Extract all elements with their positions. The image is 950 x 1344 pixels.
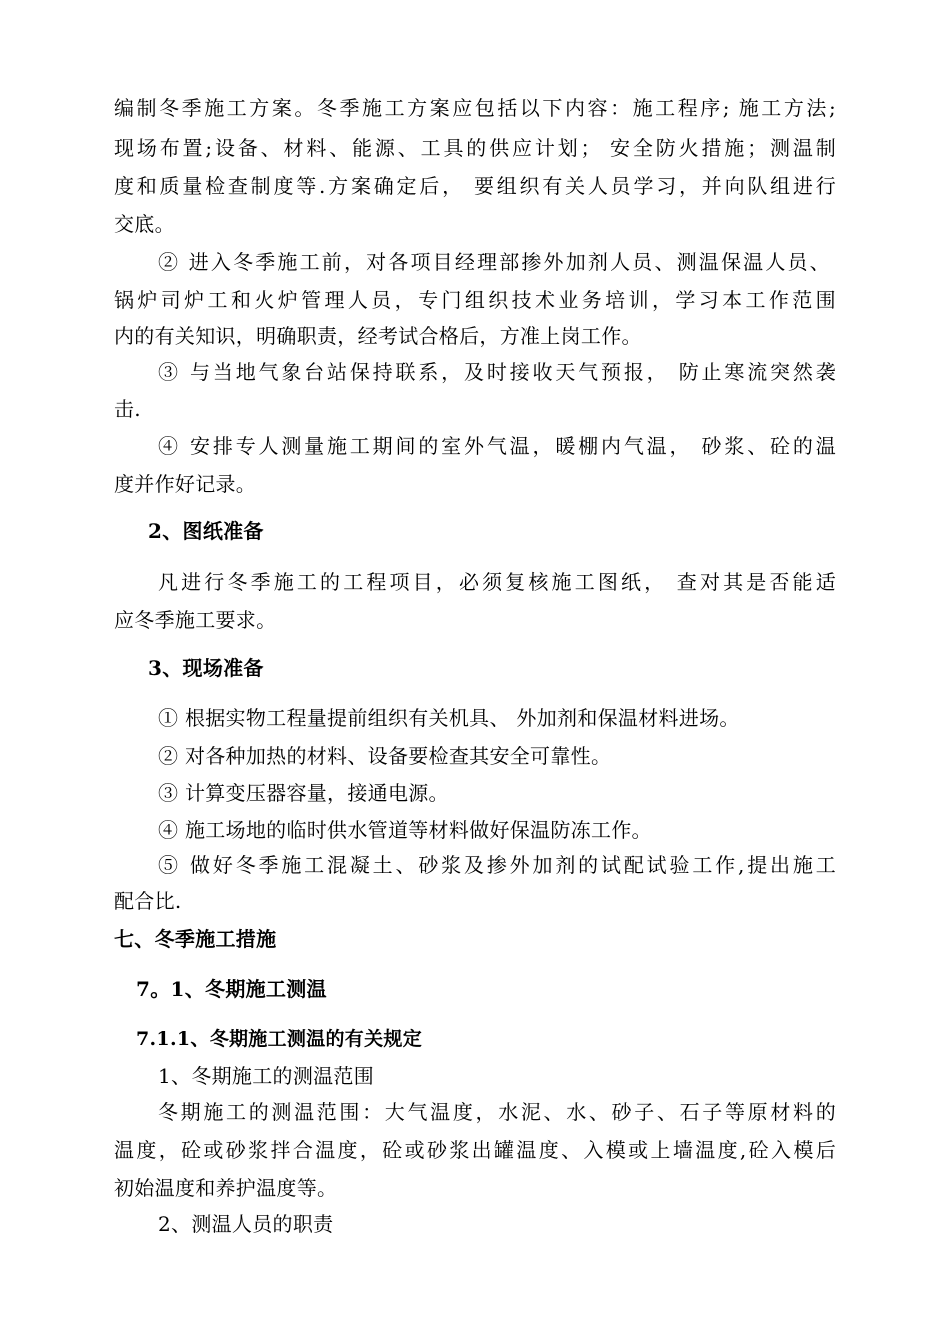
body-text-line: 编制冬季施工方案。冬季施工方案应包括以下内容：施工程序; 施工方法; [114,96,836,120]
list-item-line: ② 进入冬季施工前，对各项目经理部掺外加剂人员、测温保温人员、 [158,250,830,274]
body-text-line: 初始温度和养护温度等。 [114,1176,338,1200]
body-text-line: 内的有关知识，明确职责，经考试合格后，方准上岗工作。 [114,324,642,348]
list-item-line: ⑤ 做好冬季施工混凝土、砂浆及掺外加剂的试配试验工作,提出施工 [158,853,836,877]
body-text-line: 度并作好记录。 [114,472,257,496]
body-text-line: 度和质量检查制度等.方案确定后， 要组织有关人员学习，并向队组进行 [114,174,836,198]
body-text-line: 冬期施工的测温范围：大气温度，水泥、水、砂子、石子等原材料的 [158,1100,836,1124]
chapter-heading: 七、冬季施工措施 [114,927,277,951]
body-text-line: 应冬季施工要求。 [114,608,277,632]
section-heading: 3、现场准备 [148,656,264,680]
list-item-line: ③ 与当地气象台站保持联系，及时接收天气预报， 防止寒流突然袭 [158,360,836,384]
list-item: ① 根据实物工程量提前组织有关机具、 外加剂和保温材料进场。 [158,706,740,730]
body-text-line: 现场布置;设备、材料、能源、工具的供应计划； 安全防火措施；测温制 [114,136,836,160]
list-item: ④ 施工场地的临时供水管道等材料做好保温防冻工作。 [158,818,652,842]
body-text-line: 击. [114,397,141,421]
subsection-heading: 7。1、冬期施工测温 [136,977,327,1001]
body-text-line: 凡进行冬季施工的工程项目，必须复核施工图纸， 查对其是否能适 [158,570,836,594]
numbered-heading: 1、冬期施工的测温范围 [158,1064,375,1088]
body-text-line: 交底。 [114,212,175,236]
list-item-line: ④ 安排专人测量施工期间的室外气温，暖棚内气温， 砂浆、砼的温 [158,434,836,458]
subsubsection-heading: 7.1.1、冬期施工测温的有关规定 [136,1028,422,1050]
body-text-line: 配合比. [114,889,182,913]
numbered-heading: 2、测温人员的职责 [158,1212,334,1236]
body-text-line: 温度，砼或砂浆拌合温度，砼或砂浆出罐温度、入模或上墙温度,砼入模后 [114,1138,836,1162]
section-heading: 2、图纸准备 [148,519,264,543]
body-text-line: 锅炉司炉工和火炉管理人员，专门组织技术业务培训，学习本工作范围 [114,288,836,312]
list-item: ② 对各种加热的材料、设备要检查其安全可靠性。 [158,744,612,768]
list-item: ③ 计算变压器容量，接通电源。 [158,781,449,805]
